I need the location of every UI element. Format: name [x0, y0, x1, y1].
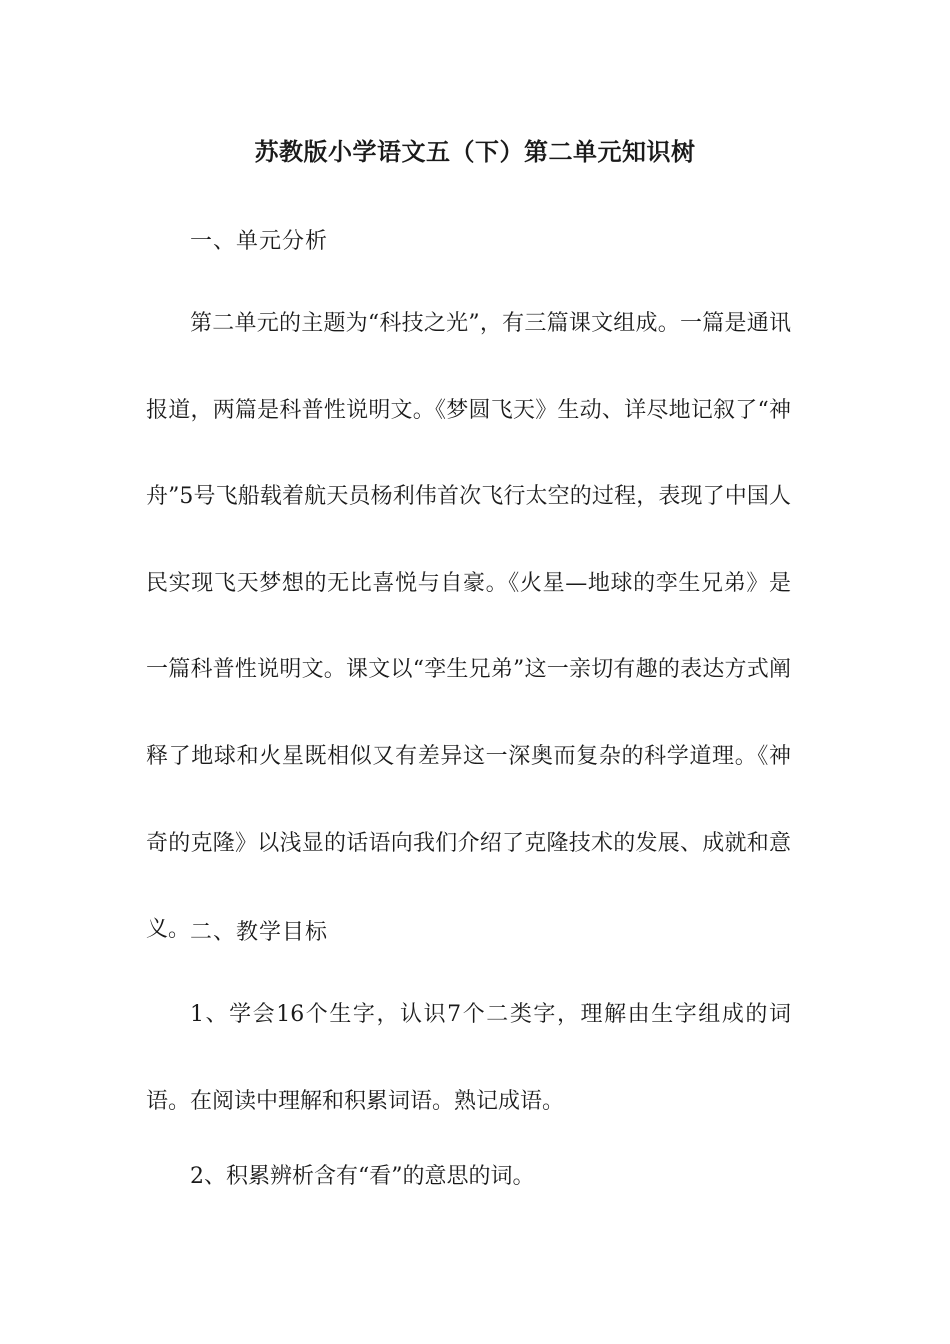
teaching-goal-2: 2、积累辨析含有“看”的意思的词。 [190, 1164, 535, 1189]
document-title: 苏教版小学语文五（下）第二单元知识树 [254, 138, 696, 166]
section-heading-teaching-goals: 二、教学目标 [190, 920, 329, 945]
section-heading-unit-analysis: 一、单元分析 [190, 229, 329, 254]
teaching-goal-1: 1、学会16个生字，认识7个二类字，理解由生字组成的词语。在阅读中理解和积累词语。熟记成语。 [146, 1002, 791, 1114]
unit-analysis-paragraph: 第二单元的主题为“科技之光”，有三篇课文组成。一篇是通讯报道，两篇是科普性说明文。《梦圆飞天》生动、详尽地记叙了“神舟”5号飞船载着航天员杨利伟首次飞行太空的过程，表现了中国人民实现飞天梦想的无比喜悦与自豪。《火星—地球的孪生兄弟》是一篇科普性说明文。课文以“孪生兄弟”这一亲切有趣的表达方式阐释了地球和火星既相似又有差异这一深奥而复杂的科学道理。《神奇的克隆》以浅显的话语向我们介绍了克隆技术的发展、成就和意义。 [146, 311, 791, 943]
